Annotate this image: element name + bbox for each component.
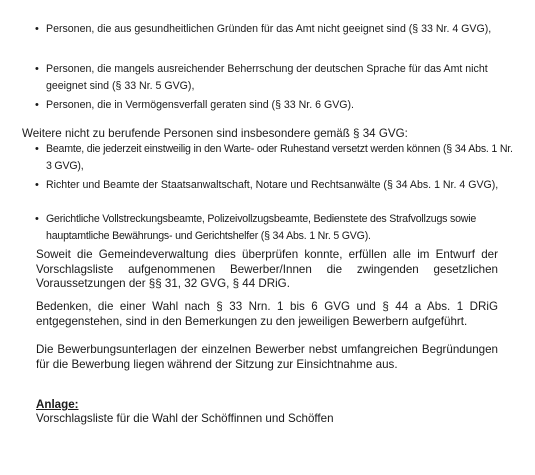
section-heading: Weitere nicht zu berufende Personen sind insbesondere gemäß § 34 GVG: (22, 127, 408, 140)
attachment-label: Anlage: (36, 398, 79, 411)
list-item-text: Personen, die aus gesundheitlichen Gründen für das Amt nicht geeignet sind (§ 33 Nr. 4 GVG), (46, 23, 492, 35)
list-item (35, 97, 516, 114)
list-item (35, 21, 516, 38)
paragraph: Die Bewerbungsunterlagen der einzelnen Bewerber nebst umfangreichen Begründungen für die Bewerbung liegen während der Sitzung zur Einsichtnahme aus. (36, 343, 498, 371)
bullet-icon: • (35, 63, 39, 75)
list-item (35, 61, 516, 95)
list-item-text: Personen, die in Vermögensverfall geraten sind (§ 33 Nr. 6 GVG). (46, 99, 354, 111)
bullet-icon: • (35, 23, 39, 35)
list-item (35, 141, 516, 175)
bullet-icon: • (35, 179, 39, 191)
bullet-icon: • (35, 213, 39, 225)
paragraph: Soweit die Gemeindeverwaltung dies überprüfen konnte, erfüllen alle im Entwurf der Vorschlagsliste aufgenommenen Bewerber/Innen die zwingenden gesetzlichen Voraussetzungen der §§ 31, 32 GVG, § 44 DRiG. (36, 248, 498, 290)
list-item-text: Gerichtliche Vollstreckungsbeamte, Polizeivollzugsbeamte, Bedienstete des Strafvollzugs sowie hauptamtliche Bewährungs- und Gerichtshelfer (§ 34 Abs. 1 Nr. 5 GVG). (46, 213, 477, 242)
bullet-icon: • (35, 143, 39, 155)
list-item-text: Beamte, die jederzeit einstweilig in den Warte- oder Ruhestand versetzt werden können (§ 34 Abs. 1 Nr. 3 GVG), (46, 143, 513, 172)
bullet-icon: • (35, 99, 39, 111)
list-item-text: Richter und Beamte der Staatsanwaltschaft, Notare und Rechtsanwälte (§ 34 Abs. 1 Nr. 4 GVG), (46, 179, 499, 191)
list-item (35, 177, 516, 194)
attachment-text: Vorschlagsliste für die Wahl der Schöffinnen und Schöffen (36, 412, 334, 425)
list-item-text: Personen, die mangels ausreichender Beherrschung der deutschen Sprache für das Amt nicht geeignet sind (§ 33 Nr. 5 GVG), (46, 63, 488, 92)
paragraph: Bedenken, die einer Wahl nach § 33 Nrn. 1 bis 6 GVG und § 44 a Abs. 1 DRiG entgegenstehen, sind in den Bemerkungen zu den jeweiligen Bewerbern aufgeführt. (36, 300, 498, 328)
list-item (35, 211, 516, 245)
